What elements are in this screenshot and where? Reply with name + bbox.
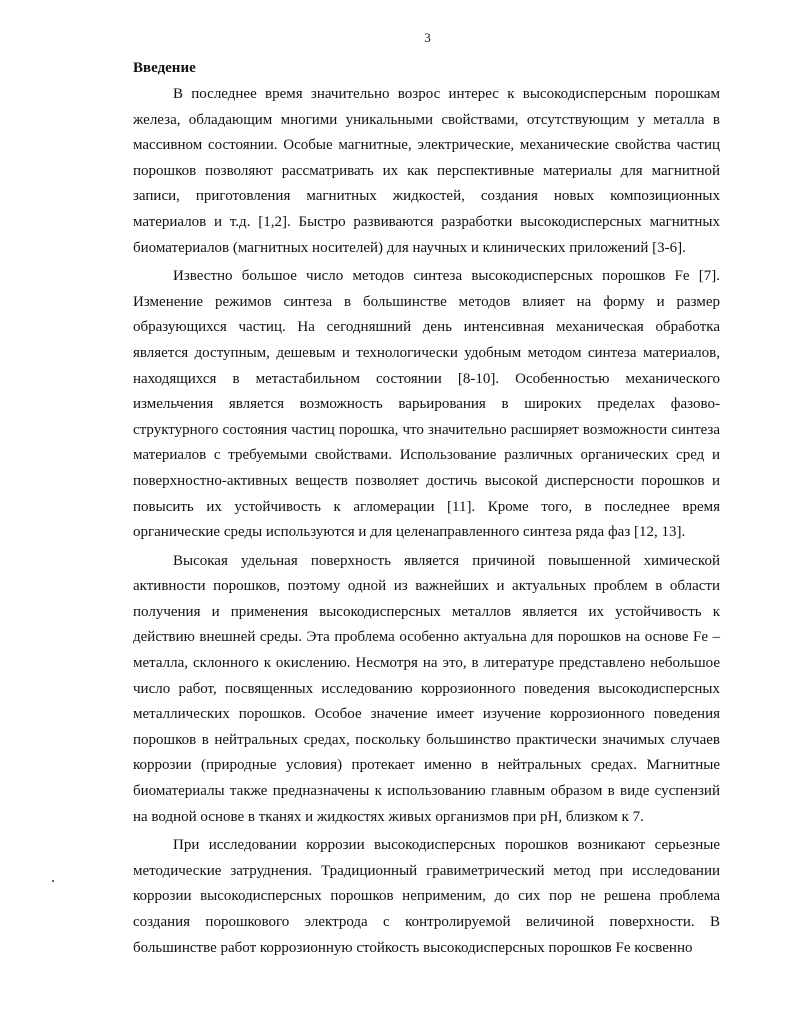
paragraph-1: В последнее время значительно возрос интерес к высокодисперсным порошкам железа, обладающим многими уникальными свойствами, отсутствующим у металла в массивном состоянии. Особые магнитные, электрические, механические свойства частиц порошков позволяют рассматривать их как перспективные материалы для магнитной записи, приготовления магнитных жидкостей, создания новых композиционных материалов и т.д. [1,2]. Быстро развиваются разработки высокодисперсных магнитных биоматериалов (магнитных носителей) для научных и клинических приложений [3-6]. bbox=[133, 86, 720, 256]
paragraph-3: Высокая удельная поверхность является причиной повышенной химической активности порошков, поэтому одной из важнейших и актуальных проблем в области получения и применения высокодисперсных металлов является их устойчивость к действию внешней среды. Эта проблема особенно актуальна для порошков на основе Fe – металла, склонного к окислению. Несмотря на это, в литературе представлено небольшое число работ, посвященных исследованию коррозионного поведения высокодисперсных металлических порошков. Особое значение имеет изучение коррозионного поведения порошков в нейтральных средах, поскольку большинство практически значимых случаев коррозии (природные условия) протекает именно в нейтральных средах. Магнитные биоматериалы также предназначены к использованию главным образом в виде суспензий на водной основе в тканях и жидкостях живых организмов при pH, близком к 7. bbox=[133, 552, 720, 825]
scan-speck bbox=[52, 880, 54, 882]
paragraph-2: Известно большое число методов синтеза высокодисперсных порошков Fe [7]. Изменение режимов синтеза в большинстве методов влияет на форму и размер образующихся частиц. На сегодняшний день интенсивная механическая обработка является доступным, дешевым и технологически удобным методом синтеза материалов, находящихся в метастабильном состоянии [8-10]. Особенностью механического измельчения является возможность варьирования в широких пределах фазово-структурного состояния частиц порошка, что значительно расширяет возможности синтеза материалов с требуемыми свойствами. Использование различных органических сред и поверхностно-активных веществ позволяет достичь высокой дисперсности порошков и повысить их устойчивость к агломерации [11]. Кроме того, в последнее время органические среды используются и для целенаправленного синтеза ряда фаз [12, 13]. bbox=[133, 268, 720, 541]
page-body bbox=[133, 57, 720, 961]
section-heading: Введение bbox=[133, 60, 196, 76]
page-number: 3 bbox=[424, 30, 431, 45]
paragraph-4: При исследовании коррозии высокодисперсных порошков возникают серьезные методические затруднения. Традиционный гравиметрический метод при исследовании коррозии высокодисперсных порошков неприменим, до сих пор не решена проблема создания порошкового электрода с контролируемой величиной поверхности. В большинстве работ коррозионную стойкость высокодисперсных порошков Fe косвенно bbox=[133, 837, 720, 956]
